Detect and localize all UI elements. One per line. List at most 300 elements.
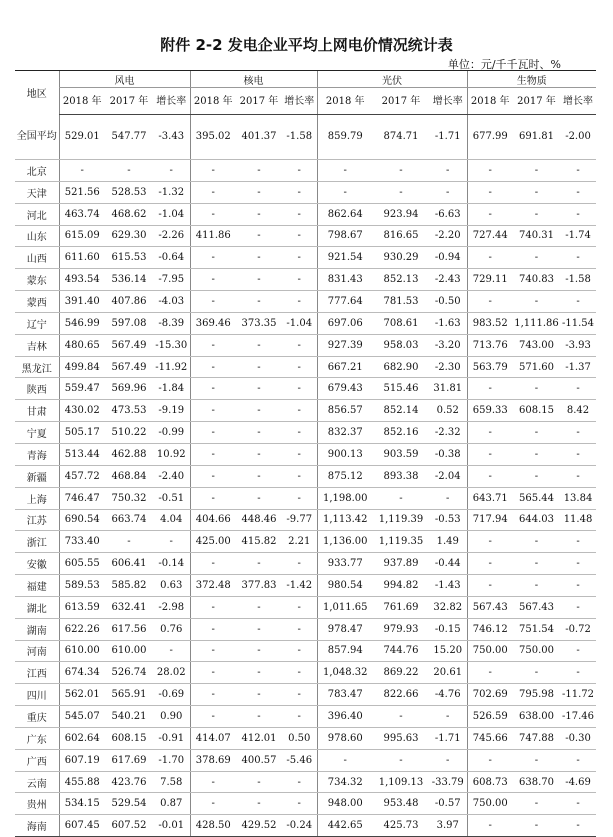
value-cell: 20.61 — [429, 662, 467, 684]
value-cell: 0.87 — [153, 793, 190, 815]
value-cell: - — [560, 422, 596, 444]
table-row — [15, 269, 596, 291]
value-cell: 856.57 — [317, 400, 373, 422]
value-cell: 396.40 — [317, 706, 373, 728]
value-cell: 428.50 — [190, 815, 236, 837]
value-cell: 0.50 — [282, 727, 317, 749]
value-cell: 499.84 — [59, 356, 105, 378]
value-cell: -1.42 — [282, 575, 317, 597]
value-cell: 667.21 — [317, 356, 373, 378]
table-row — [15, 684, 596, 706]
value-cell: - — [513, 443, 560, 465]
table-row — [15, 312, 596, 334]
region-cell: 安徽 — [15, 553, 59, 575]
value-cell: -0.15 — [429, 618, 467, 640]
value-cell: - — [190, 662, 236, 684]
value-cell: 1,011.65 — [317, 596, 373, 618]
value-cell: - — [560, 247, 596, 269]
value-cell: 750.32 — [105, 487, 153, 509]
header-sub-growth: 增长率 — [153, 88, 190, 115]
region-cell: 上海 — [15, 487, 59, 509]
value-cell: - — [467, 422, 513, 444]
value-cell: - — [467, 203, 513, 225]
value-cell: 442.65 — [317, 815, 373, 837]
value-cell: - — [236, 618, 282, 640]
region-cell: 山西 — [15, 247, 59, 269]
value-cell: 617.56 — [105, 618, 153, 640]
value-cell: 740.31 — [513, 225, 560, 247]
value-cell: 632.41 — [105, 596, 153, 618]
value-cell: 559.47 — [59, 378, 105, 400]
value-cell: 953.48 — [373, 793, 429, 815]
value-cell: -0.30 — [560, 727, 596, 749]
value-cell: -0.51 — [153, 487, 190, 509]
table-row — [15, 160, 596, 182]
value-cell: 822.66 — [373, 684, 429, 706]
value-cell: 923.94 — [373, 203, 429, 225]
value-cell: 978.60 — [317, 727, 373, 749]
value-cell: 682.90 — [373, 356, 429, 378]
value-cell: - — [282, 291, 317, 313]
value-cell: - — [282, 487, 317, 509]
value-cell: 407.86 — [105, 291, 153, 313]
value-cell: 448.46 — [236, 509, 282, 531]
value-cell: 1,111.86 — [513, 312, 560, 334]
value-cell: -11.54 — [560, 312, 596, 334]
value-cell: 4.04 — [153, 509, 190, 531]
value-cell: 529.01 — [59, 115, 105, 160]
value-cell: 750.00 — [467, 640, 513, 662]
value-cell: 937.89 — [373, 553, 429, 575]
value-cell: 546.99 — [59, 312, 105, 334]
value-cell: - — [236, 334, 282, 356]
header-sub-2017: 2017 年 — [236, 88, 282, 115]
value-cell: - — [59, 160, 105, 182]
value-cell: - — [282, 793, 317, 815]
value-cell: 473.53 — [105, 400, 153, 422]
value-cell: -1.71 — [429, 727, 467, 749]
value-cell: 659.33 — [467, 400, 513, 422]
value-cell: - — [282, 662, 317, 684]
value-cell: 571.60 — [513, 356, 560, 378]
value-cell: 727.44 — [467, 225, 513, 247]
value-cell: -15.30 — [153, 334, 190, 356]
value-cell: 7.58 — [153, 771, 190, 793]
value-cell: - — [190, 684, 236, 706]
region-cell: 北京 — [15, 160, 59, 182]
value-cell: -0.94 — [429, 247, 467, 269]
value-cell: - — [190, 465, 236, 487]
value-cell: -5.46 — [282, 749, 317, 771]
value-cell: - — [467, 443, 513, 465]
value-cell: - — [560, 749, 596, 771]
region-cell: 广西 — [15, 749, 59, 771]
value-cell: - — [317, 181, 373, 203]
value-cell: 644.03 — [513, 509, 560, 531]
region-cell: 重庆 — [15, 706, 59, 728]
value-cell: 569.96 — [105, 378, 153, 400]
value-cell: - — [560, 596, 596, 618]
value-cell: - — [467, 749, 513, 771]
value-cell: 13.84 — [560, 487, 596, 509]
value-cell: -0.14 — [153, 553, 190, 575]
value-cell: 411.86 — [190, 225, 236, 247]
value-cell: - — [467, 815, 513, 837]
region-cell: 河北 — [15, 203, 59, 225]
value-cell: 750.00 — [467, 793, 513, 815]
value-cell: -0.91 — [153, 727, 190, 749]
value-cell: - — [236, 771, 282, 793]
value-cell: - — [153, 640, 190, 662]
value-cell: 744.76 — [373, 640, 429, 662]
value-cell: 978.47 — [317, 618, 373, 640]
value-cell: 690.54 — [59, 509, 105, 531]
header-sub-2018: 2018 年 — [190, 88, 236, 115]
value-cell: - — [560, 378, 596, 400]
value-cell: - — [373, 706, 429, 728]
value-cell: - — [429, 160, 467, 182]
value-cell: - — [282, 400, 317, 422]
value-cell: 547.77 — [105, 115, 153, 160]
value-cell: 1,119.39 — [373, 509, 429, 531]
value-cell: 425.00 — [190, 531, 236, 553]
value-cell: 994.82 — [373, 575, 429, 597]
value-cell: 629.30 — [105, 225, 153, 247]
value-cell: 545.07 — [59, 706, 105, 728]
value-cell: 515.46 — [373, 378, 429, 400]
value-cell: 777.64 — [317, 291, 373, 313]
value-cell: -6.63 — [429, 203, 467, 225]
value-cell: - — [190, 640, 236, 662]
value-cell: 0.63 — [153, 575, 190, 597]
value-cell: 605.55 — [59, 553, 105, 575]
region-cell: 贵州 — [15, 793, 59, 815]
value-cell: -4.76 — [429, 684, 467, 706]
value-cell: 606.41 — [105, 553, 153, 575]
value-cell: -0.99 — [153, 422, 190, 444]
value-cell: 691.81 — [513, 115, 560, 160]
value-cell: 455.88 — [59, 771, 105, 793]
table-row — [15, 356, 596, 378]
value-cell: -1.04 — [153, 203, 190, 225]
value-cell: -1.04 — [282, 312, 317, 334]
value-cell: 607.19 — [59, 749, 105, 771]
value-cell: - — [317, 749, 373, 771]
table-row — [15, 553, 596, 575]
value-cell: 798.67 — [317, 225, 373, 247]
value-cell: -2.32 — [429, 422, 467, 444]
table-row — [15, 378, 596, 400]
value-cell: - — [560, 465, 596, 487]
value-cell: - — [190, 181, 236, 203]
value-cell: 717.94 — [467, 509, 513, 531]
value-cell: -4.03 — [153, 291, 190, 313]
value-cell: 567.49 — [105, 356, 153, 378]
value-cell: -2.00 — [560, 115, 596, 160]
value-cell: - — [282, 225, 317, 247]
value-cell: 1,113.42 — [317, 509, 373, 531]
value-cell: - — [190, 247, 236, 269]
region-cell: 福建 — [15, 575, 59, 597]
value-cell: - — [467, 662, 513, 684]
value-cell: - — [236, 553, 282, 575]
value-cell: 751.54 — [513, 618, 560, 640]
value-cell: -0.01 — [153, 815, 190, 837]
value-cell: -7.95 — [153, 269, 190, 291]
table-row — [15, 771, 596, 793]
header-group-nuclear: 核电 — [190, 71, 317, 88]
value-cell: - — [190, 487, 236, 509]
table-row — [15, 575, 596, 597]
value-cell: -0.38 — [429, 443, 467, 465]
value-cell: - — [282, 203, 317, 225]
value-cell: - — [190, 793, 236, 815]
value-cell: - — [190, 596, 236, 618]
value-cell: 622.26 — [59, 618, 105, 640]
value-cell: 1,198.00 — [317, 487, 373, 509]
value-cell: -1.84 — [153, 378, 190, 400]
value-cell: 369.46 — [190, 312, 236, 334]
value-cell: - — [190, 771, 236, 793]
value-cell: 1,048.32 — [317, 662, 373, 684]
value-cell: -2.20 — [429, 225, 467, 247]
region-cell: 浙江 — [15, 531, 59, 553]
value-cell: 852.13 — [373, 269, 429, 291]
table-row-national — [15, 115, 596, 160]
header-sub-2017: 2017 年 — [105, 88, 153, 115]
value-cell: - — [282, 356, 317, 378]
value-cell: 0.52 — [429, 400, 467, 422]
header-sub-growth: 增长率 — [429, 88, 467, 115]
value-cell: - — [190, 356, 236, 378]
value-cell: 526.74 — [105, 662, 153, 684]
region-cell: 山东 — [15, 225, 59, 247]
value-cell: 734.32 — [317, 771, 373, 793]
value-cell: - — [236, 422, 282, 444]
header-sub-2018: 2018 年 — [317, 88, 373, 115]
region-cell: 辽宁 — [15, 312, 59, 334]
value-cell: - — [236, 225, 282, 247]
value-cell: 565.44 — [513, 487, 560, 509]
value-cell: 857.94 — [317, 640, 373, 662]
value-cell: 430.02 — [59, 400, 105, 422]
value-cell: - — [560, 640, 596, 662]
region-cell: 陕西 — [15, 378, 59, 400]
region-cell: 蒙东 — [15, 269, 59, 291]
value-cell: - — [236, 247, 282, 269]
table-row — [15, 203, 596, 225]
value-cell: -9.19 — [153, 400, 190, 422]
value-cell: 927.39 — [317, 334, 373, 356]
value-cell: 567.49 — [105, 334, 153, 356]
table-row — [15, 443, 596, 465]
value-cell: 747.88 — [513, 727, 560, 749]
value-cell: 563.79 — [467, 356, 513, 378]
value-cell: 611.60 — [59, 247, 105, 269]
region-cell: 云南 — [15, 771, 59, 793]
value-cell: 521.56 — [59, 181, 105, 203]
value-cell: -33.79 — [429, 771, 467, 793]
header-sub-2018: 2018 年 — [467, 88, 513, 115]
value-cell: - — [236, 465, 282, 487]
value-cell: - — [153, 160, 190, 182]
header-sub-2017: 2017 年 — [513, 88, 560, 115]
value-cell: 995.63 — [373, 727, 429, 749]
value-cell: - — [236, 356, 282, 378]
value-cell: - — [236, 596, 282, 618]
value-cell: 615.09 — [59, 225, 105, 247]
value-cell: - — [282, 771, 317, 793]
value-cell: - — [190, 400, 236, 422]
value-cell: - — [373, 749, 429, 771]
value-cell: 958.03 — [373, 334, 429, 356]
value-cell: 608.73 — [467, 771, 513, 793]
value-cell: 372.48 — [190, 575, 236, 597]
table-row — [15, 487, 596, 509]
value-cell: 457.72 — [59, 465, 105, 487]
value-cell: -1.63 — [429, 312, 467, 334]
table-row — [15, 531, 596, 553]
table-row — [15, 640, 596, 662]
value-cell: 948.00 — [317, 793, 373, 815]
value-cell: - — [513, 793, 560, 815]
value-cell: 373.35 — [236, 312, 282, 334]
value-cell: 425.73 — [373, 815, 429, 837]
value-cell: - — [282, 443, 317, 465]
value-cell: 613.59 — [59, 596, 105, 618]
table-row — [15, 706, 596, 728]
value-cell: - — [513, 160, 560, 182]
table-row — [15, 334, 596, 356]
header-region: 地区 — [15, 71, 59, 115]
value-cell: 463.74 — [59, 203, 105, 225]
value-cell: 0.76 — [153, 618, 190, 640]
value-cell: -9.77 — [282, 509, 317, 531]
value-cell: - — [236, 793, 282, 815]
value-cell: - — [560, 662, 596, 684]
value-cell: - — [236, 291, 282, 313]
value-cell: -1.74 — [560, 225, 596, 247]
value-cell: - — [560, 160, 596, 182]
value-cell: - — [190, 706, 236, 728]
value-cell: - — [282, 553, 317, 575]
value-cell: -0.72 — [560, 618, 596, 640]
value-cell: 1,119.35 — [373, 531, 429, 553]
value-cell: - — [282, 684, 317, 706]
value-cell: 429.52 — [236, 815, 282, 837]
value-cell: - — [236, 160, 282, 182]
value-cell: - — [429, 181, 467, 203]
value-cell: 740.83 — [513, 269, 560, 291]
value-cell: - — [282, 465, 317, 487]
value-cell: -0.57 — [429, 793, 467, 815]
value-cell: -17.46 — [560, 706, 596, 728]
table-row — [15, 465, 596, 487]
value-cell: 32.82 — [429, 596, 467, 618]
value-cell: - — [190, 334, 236, 356]
value-cell: 10.92 — [153, 443, 190, 465]
table-row — [15, 400, 596, 422]
value-cell: 400.57 — [236, 749, 282, 771]
value-cell: 415.82 — [236, 531, 282, 553]
value-cell: 874.71 — [373, 115, 429, 160]
region-cell: 广东 — [15, 727, 59, 749]
value-cell: - — [560, 203, 596, 225]
value-cell: 468.62 — [105, 203, 153, 225]
value-cell: - — [236, 706, 282, 728]
value-cell: 702.69 — [467, 684, 513, 706]
value-cell: 585.82 — [105, 575, 153, 597]
value-cell: 513.44 — [59, 443, 105, 465]
header-sub-growth: 增长率 — [282, 88, 317, 115]
value-cell: - — [190, 618, 236, 640]
value-cell: - — [105, 531, 153, 553]
table-row — [15, 596, 596, 618]
region-cell: 河南 — [15, 640, 59, 662]
value-cell: - — [190, 378, 236, 400]
value-cell: - — [467, 575, 513, 597]
value-cell: 783.47 — [317, 684, 373, 706]
value-cell: - — [190, 422, 236, 444]
value-cell: - — [560, 815, 596, 837]
value-cell: - — [236, 662, 282, 684]
value-cell: - — [513, 815, 560, 837]
value-cell: -2.04 — [429, 465, 467, 487]
value-cell: - — [317, 160, 373, 182]
table-row — [15, 749, 596, 771]
value-cell: -1.43 — [429, 575, 467, 597]
value-cell: 677.99 — [467, 115, 513, 160]
value-cell: -11.72 — [560, 684, 596, 706]
header-group-solar: 光伏 — [317, 71, 467, 88]
value-cell: 391.40 — [59, 291, 105, 313]
header-sub-2018: 2018 年 — [59, 88, 105, 115]
value-cell: 708.61 — [373, 312, 429, 334]
table-body — [15, 115, 596, 837]
value-cell: - — [560, 443, 596, 465]
value-cell: 869.22 — [373, 662, 429, 684]
value-cell: - — [560, 531, 596, 553]
value-cell: - — [190, 160, 236, 182]
region-cell: 天津 — [15, 181, 59, 203]
price-table — [15, 70, 596, 837]
value-cell: - — [236, 378, 282, 400]
value-cell: 608.15 — [513, 400, 560, 422]
document-title: 附件 2-2 发电企业平均上网电价情况统计表 — [160, 36, 453, 54]
region-cell: 蒙西 — [15, 291, 59, 313]
value-cell: 0.90 — [153, 706, 190, 728]
value-cell: 746.12 — [467, 618, 513, 640]
value-cell: - — [282, 160, 317, 182]
value-cell: -0.44 — [429, 553, 467, 575]
value-cell: 377.83 — [236, 575, 282, 597]
value-cell: 536.14 — [105, 269, 153, 291]
value-cell: - — [513, 465, 560, 487]
table-row — [15, 815, 596, 837]
table-row — [15, 727, 596, 749]
value-cell: - — [467, 160, 513, 182]
value-cell: - — [282, 378, 317, 400]
value-cell: 831.43 — [317, 269, 373, 291]
value-cell: 414.07 — [190, 727, 236, 749]
value-cell: - — [513, 378, 560, 400]
value-cell: 401.37 — [236, 115, 282, 160]
value-cell: - — [190, 269, 236, 291]
value-cell: - — [282, 618, 317, 640]
value-cell: -0.69 — [153, 684, 190, 706]
value-cell: - — [190, 291, 236, 313]
value-cell: - — [513, 575, 560, 597]
